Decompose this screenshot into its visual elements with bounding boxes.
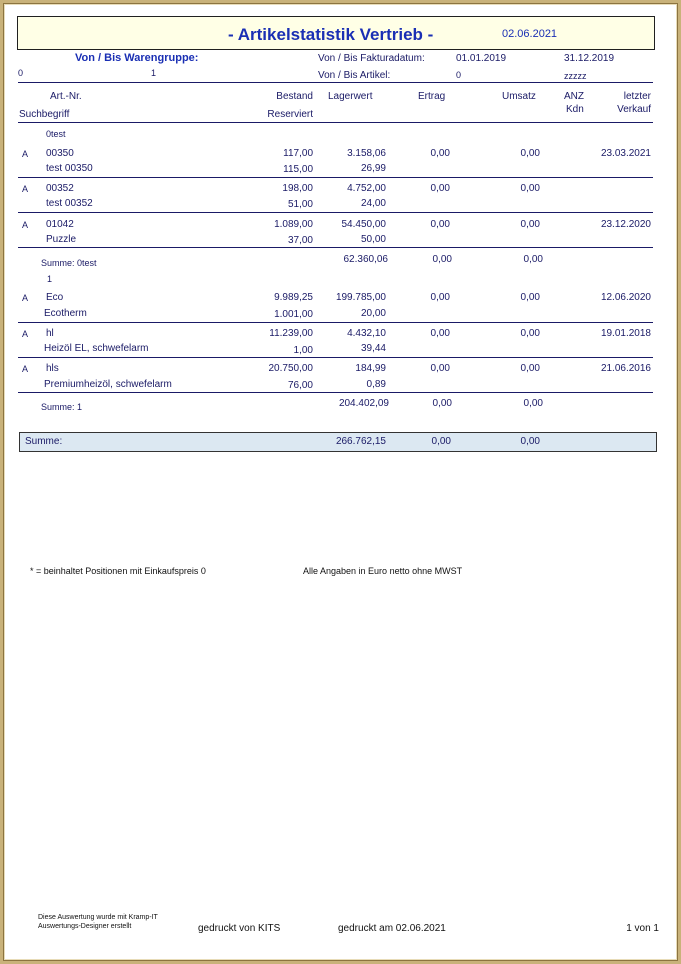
item-lagerwert: 4.432,10 — [347, 328, 386, 339]
item-flag: A — [22, 293, 29, 303]
divider — [18, 247, 653, 248]
item-ertrag: 0,00 — [430, 148, 450, 159]
col-kdn: Kdn — [566, 104, 584, 115]
total-lagerwert: 266.762,15 — [335, 436, 386, 447]
report-date: 02.06.2021 — [502, 28, 558, 40]
report-page — [3, 3, 678, 961]
item-letzter-verkauf: 23.12.2020 — [600, 219, 651, 230]
footer-printed-by: gedruckt von KITS — [198, 923, 281, 934]
artikel-label: Von / Bis Artikel: — [318, 70, 391, 81]
item-letzter-verkauf: 21.06.2016 — [600, 363, 651, 374]
item-ertrag: 0,00 — [430, 219, 450, 230]
item-art-nr: Eco — [46, 292, 64, 303]
item-umsatz: 0,00 — [520, 363, 540, 374]
item-umsatz: 0,00 — [520, 219, 540, 230]
item-letzter-verkauf: 23.03.2021 — [600, 148, 651, 159]
item-lagerwert-2: 0,89 — [366, 379, 386, 390]
item-umsatz: 0,00 — [520, 328, 540, 339]
col-suchbegriff: Suchbegriff — [19, 109, 70, 120]
item-art-nr: hl — [46, 328, 54, 339]
note-einkaufspreis: * = beinhaltet Positionen mit Einkaufspreis 0 — [30, 566, 206, 576]
item-lagerwert-2: 26,99 — [360, 163, 386, 174]
item-reserviert: 1,00 — [293, 345, 313, 356]
item-umsatz: 0,00 — [520, 292, 540, 303]
divider — [18, 177, 653, 178]
item-bestand: 20.750,00 — [268, 363, 313, 374]
group-sum-umsatz: 0,00 — [523, 398, 543, 409]
divider — [18, 122, 653, 123]
item-bestand: 1.089,00 — [274, 219, 313, 230]
col-verkauf: Verkauf — [617, 104, 651, 115]
item-reserviert: 1.001,00 — [274, 309, 313, 320]
total-umsatz: 0,00 — [520, 436, 540, 447]
item-flag: A — [22, 149, 29, 159]
warengruppe-label: Von / Bis Warengruppe: — [75, 52, 199, 64]
footer-printed-on: gedruckt am 02.06.2021 — [338, 923, 446, 934]
item-art-nr: 00350 — [46, 148, 74, 159]
item-umsatz: 0,00 — [520, 148, 540, 159]
item-lagerwert-2: 39,44 — [360, 343, 386, 354]
footer-credit-2: Auswertungs-Designer erstellt — [38, 923, 132, 930]
group-sum-ertrag: 0,00 — [432, 398, 452, 409]
item-flag: A — [22, 220, 29, 230]
item-art-nr: 01042 — [46, 219, 74, 230]
item-flag: A — [22, 184, 29, 194]
faktura-from: 01.01.2019 — [456, 53, 507, 64]
item-suchbegriff: Heizöl EL, schwefelarm — [44, 343, 149, 354]
col-letzter: letzter — [623, 91, 651, 102]
item-reserviert: 115,00 — [283, 164, 313, 175]
artikel-from: 0 — [456, 70, 462, 80]
group-sum-label: Summe: 0test — [41, 258, 97, 268]
item-ertrag: 0,00 — [430, 328, 450, 339]
divider — [18, 392, 653, 393]
note-euro-netto: Alle Angaben in Euro netto ohne MWST — [303, 566, 463, 576]
group-sum-label: Summe: 1 — [41, 402, 83, 412]
group-sum-lagerwert: 62.360,06 — [343, 254, 388, 265]
item-ertrag: 0,00 — [430, 183, 450, 194]
item-bestand: 198,00 — [282, 183, 313, 194]
item-reserviert: 76,00 — [287, 380, 313, 391]
group-sum-lagerwert: 204.402,09 — [338, 398, 389, 409]
group-sum-ertrag: 0,00 — [432, 254, 452, 265]
total-label: Summe: — [25, 436, 63, 447]
item-flag: A — [22, 329, 29, 339]
report-title: - Artikelstatistik Vertrieb - — [228, 25, 434, 44]
item-ertrag: 0,00 — [430, 292, 450, 303]
item-letzter-verkauf: 12.06.2020 — [600, 292, 651, 303]
item-art-nr: hls — [46, 363, 59, 374]
warengruppe-to: 1 — [151, 68, 157, 78]
total-row — [19, 432, 657, 452]
item-lagerwert-2: 24,00 — [360, 198, 386, 209]
divider — [18, 212, 653, 213]
item-bestand: 11.239,00 — [269, 328, 313, 339]
item-reserviert: 37,00 — [287, 235, 313, 246]
col-reserviert: Reserviert — [267, 109, 313, 120]
divider — [18, 82, 653, 83]
group-name: 0test — [46, 129, 66, 139]
item-lagerwert-2: 50,00 — [360, 234, 386, 245]
footer-credit-1: Diese Auswertung wurde mit Kramp-IT — [38, 914, 158, 921]
item-suchbegriff: Premiumheizöl, schwefelarm — [44, 379, 172, 390]
item-bestand: 117,00 — [283, 148, 313, 159]
item-lagerwert: 199.785,00 — [335, 292, 386, 303]
artikel-to: zzzzz — [564, 71, 587, 81]
title-box — [17, 16, 655, 50]
item-flag: A — [22, 364, 29, 374]
col-ertrag: Ertrag — [418, 91, 446, 102]
divider — [18, 322, 653, 323]
col-umsatz: Umsatz — [502, 91, 536, 102]
item-suchbegriff: test 00350 — [46, 163, 93, 174]
item-lagerwert: 184,99 — [355, 363, 386, 374]
total-ertrag: 0,00 — [431, 436, 451, 447]
item-suchbegriff: Puzzle — [46, 234, 77, 245]
group-name: 1 — [47, 274, 53, 284]
item-letzter-verkauf: 19.01.2018 — [600, 328, 651, 339]
footer-page: 1 von 1 — [626, 923, 659, 934]
faktura-to: 31.12.2019 — [564, 53, 615, 64]
item-umsatz: 0,00 — [520, 183, 540, 194]
item-art-nr: 00352 — [46, 183, 74, 194]
col-bestand: Bestand — [276, 91, 313, 102]
item-ertrag: 0,00 — [430, 363, 450, 374]
warengruppe-from: 0 — [18, 68, 24, 78]
item-reserviert: 51,00 — [287, 199, 313, 210]
item-suchbegriff: Ecotherm — [44, 308, 87, 319]
item-lagerwert: 3.158,06 — [347, 148, 386, 159]
col-art-nr: Art.-Nr. — [50, 91, 82, 102]
item-suchbegriff: test 00352 — [46, 198, 93, 209]
group-sum-umsatz: 0,00 — [523, 254, 543, 265]
divider — [18, 357, 653, 358]
item-bestand: 9.989,25 — [274, 292, 313, 303]
item-lagerwert: 4.752,00 — [347, 183, 386, 194]
item-lagerwert: 54.450,00 — [341, 219, 386, 230]
faktura-label: Von / Bis Fakturadatum: — [318, 53, 425, 64]
item-lagerwert-2: 20,00 — [360, 308, 386, 319]
col-lagerwert: Lagerwert — [328, 91, 373, 102]
col-anz: ANZ — [564, 91, 584, 102]
